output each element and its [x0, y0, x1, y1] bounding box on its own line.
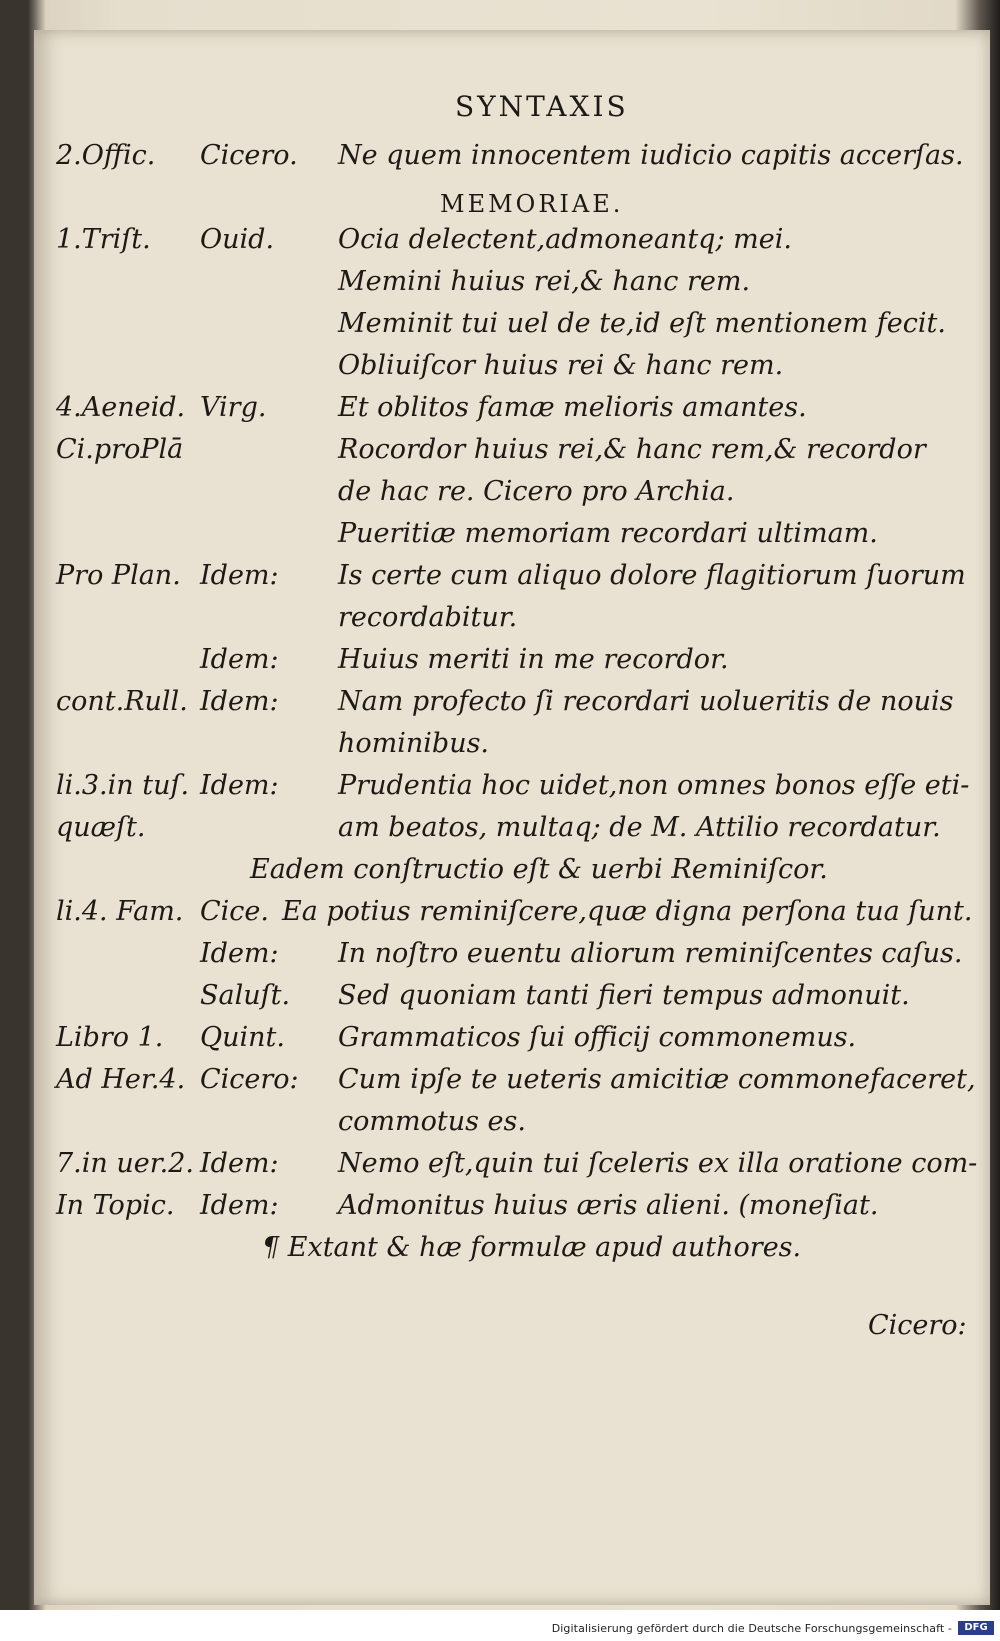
quotation-line: commotus es. — [338, 1106, 526, 1137]
quotation-line: In noſtro euentu aliorum reminiſcentes caſus. — [338, 938, 963, 969]
quotation-line: Pueritiæ memoriam recordari ultimam. — [338, 518, 878, 549]
margin-reference: 1.Triſt. — [56, 224, 151, 255]
author-name: Idem: — [200, 644, 279, 675]
running-head: SYNTAXIS — [455, 90, 629, 123]
quotation-line: Ne quem innocentem iudicio capitis accerſas. — [338, 140, 964, 171]
quotation-line: Grammaticos ſui officij commonemus. — [338, 1022, 857, 1053]
quotation-line: Admonitus huius æris alieni. (moneſiat. — [338, 1190, 879, 1221]
margin-reference: li.4. Fam. — [56, 896, 184, 927]
catchword: Cicero: — [868, 1310, 967, 1341]
author-name: Virg. — [200, 392, 267, 423]
author-name: Idem: — [200, 938, 279, 969]
margin-reference: 7.in uer.2. — [56, 1148, 195, 1179]
quotation-line: Sed quoniam tanti fieri tempus admonuit. — [338, 980, 910, 1011]
quotation-line: Memini huius rei,& hanc rem. — [338, 266, 751, 297]
author-name: Cicero: — [200, 1064, 299, 1095]
margin-reference: Ci.proPlā — [56, 434, 184, 465]
quotation-line: Ocia delectent,admoneantq; mei. — [338, 224, 792, 255]
margin-reference: Ad Her.4. — [56, 1064, 186, 1095]
quotation-line: Cum ipſe te ueteris amicitiæ commonefaceret, — [338, 1064, 976, 1095]
quotation-line: de hac re. Cicero pro Archia. — [338, 476, 735, 507]
quotation-line: ¶ Extant & hæ formulæ apud authores. — [262, 1232, 802, 1263]
quotation-line: Nemo eſt,quin tui ſceleris ex illa oratione com- — [338, 1148, 978, 1179]
quotation-line: Prudentia hoc uidet,non omnes bonos eſſe eti- — [338, 770, 970, 801]
quotation-line: Obliuiſcor huius rei & hanc rem. — [338, 350, 784, 381]
author-name: Idem: — [200, 770, 279, 801]
author-name: Quint. — [200, 1022, 285, 1053]
quotation-line: Eadem conſtructio eſt & uerbi Reminiſcor. — [250, 854, 828, 885]
author-name: Cicero. — [200, 140, 298, 171]
quotation-line: Is certe cum aliquo dolore flagitiorum ſuorum — [338, 560, 966, 591]
quotation-line: Huius meriti in me recordor. — [338, 644, 729, 675]
margin-reference: Libro 1. — [56, 1022, 164, 1053]
margin-reference: 2.Offic. — [56, 140, 156, 171]
author-name: Cice. — [200, 896, 269, 927]
margin-reference: quæſt. — [56, 812, 146, 843]
footer-credit: Digitalisierung gefördert durch die Deutsche Forschungsgemeinschaft - — [551, 1622, 952, 1635]
author-name: Idem: — [200, 1148, 279, 1179]
margin-reference: cont.Rull. — [56, 686, 188, 717]
quotation-line: Rocordor huius rei,& hanc rem,& recordor — [338, 434, 926, 465]
margin-reference: li.3.in tuſ. — [56, 770, 190, 801]
margin-reference: In Topic. — [56, 1190, 175, 1221]
margin-reference: Pro Plan. — [56, 560, 181, 591]
author-name: Idem: — [200, 560, 279, 591]
quotation-line: recordabitur. — [338, 602, 518, 633]
author-name: Idem: — [200, 686, 279, 717]
quotation-line: am beatos, multaq; de M. Attilio recordatur. — [338, 812, 941, 843]
section-head: MEMORIAE. — [440, 190, 624, 218]
quotation-line: Nam profecto ſi recordari uolueritis de nouis — [338, 686, 954, 717]
margin-reference: 4.Aeneid. — [56, 392, 186, 423]
quotation-line: Et oblitos famæ melioris amantes. — [338, 392, 807, 423]
author-name: Saluſt. — [200, 980, 291, 1011]
author-name: Ouid. — [200, 224, 275, 255]
quotation-line: Ea potius reminiſcere,quæ digna perſona tua ſunt. — [282, 896, 973, 927]
author-name: Idem: — [200, 1190, 279, 1221]
quotation-line: Meminit tui uel de te,id eſt mentionem fecit. — [338, 308, 946, 339]
dfg-logo: DFG — [958, 1621, 994, 1635]
quotation-line: hominibus. — [338, 728, 490, 759]
